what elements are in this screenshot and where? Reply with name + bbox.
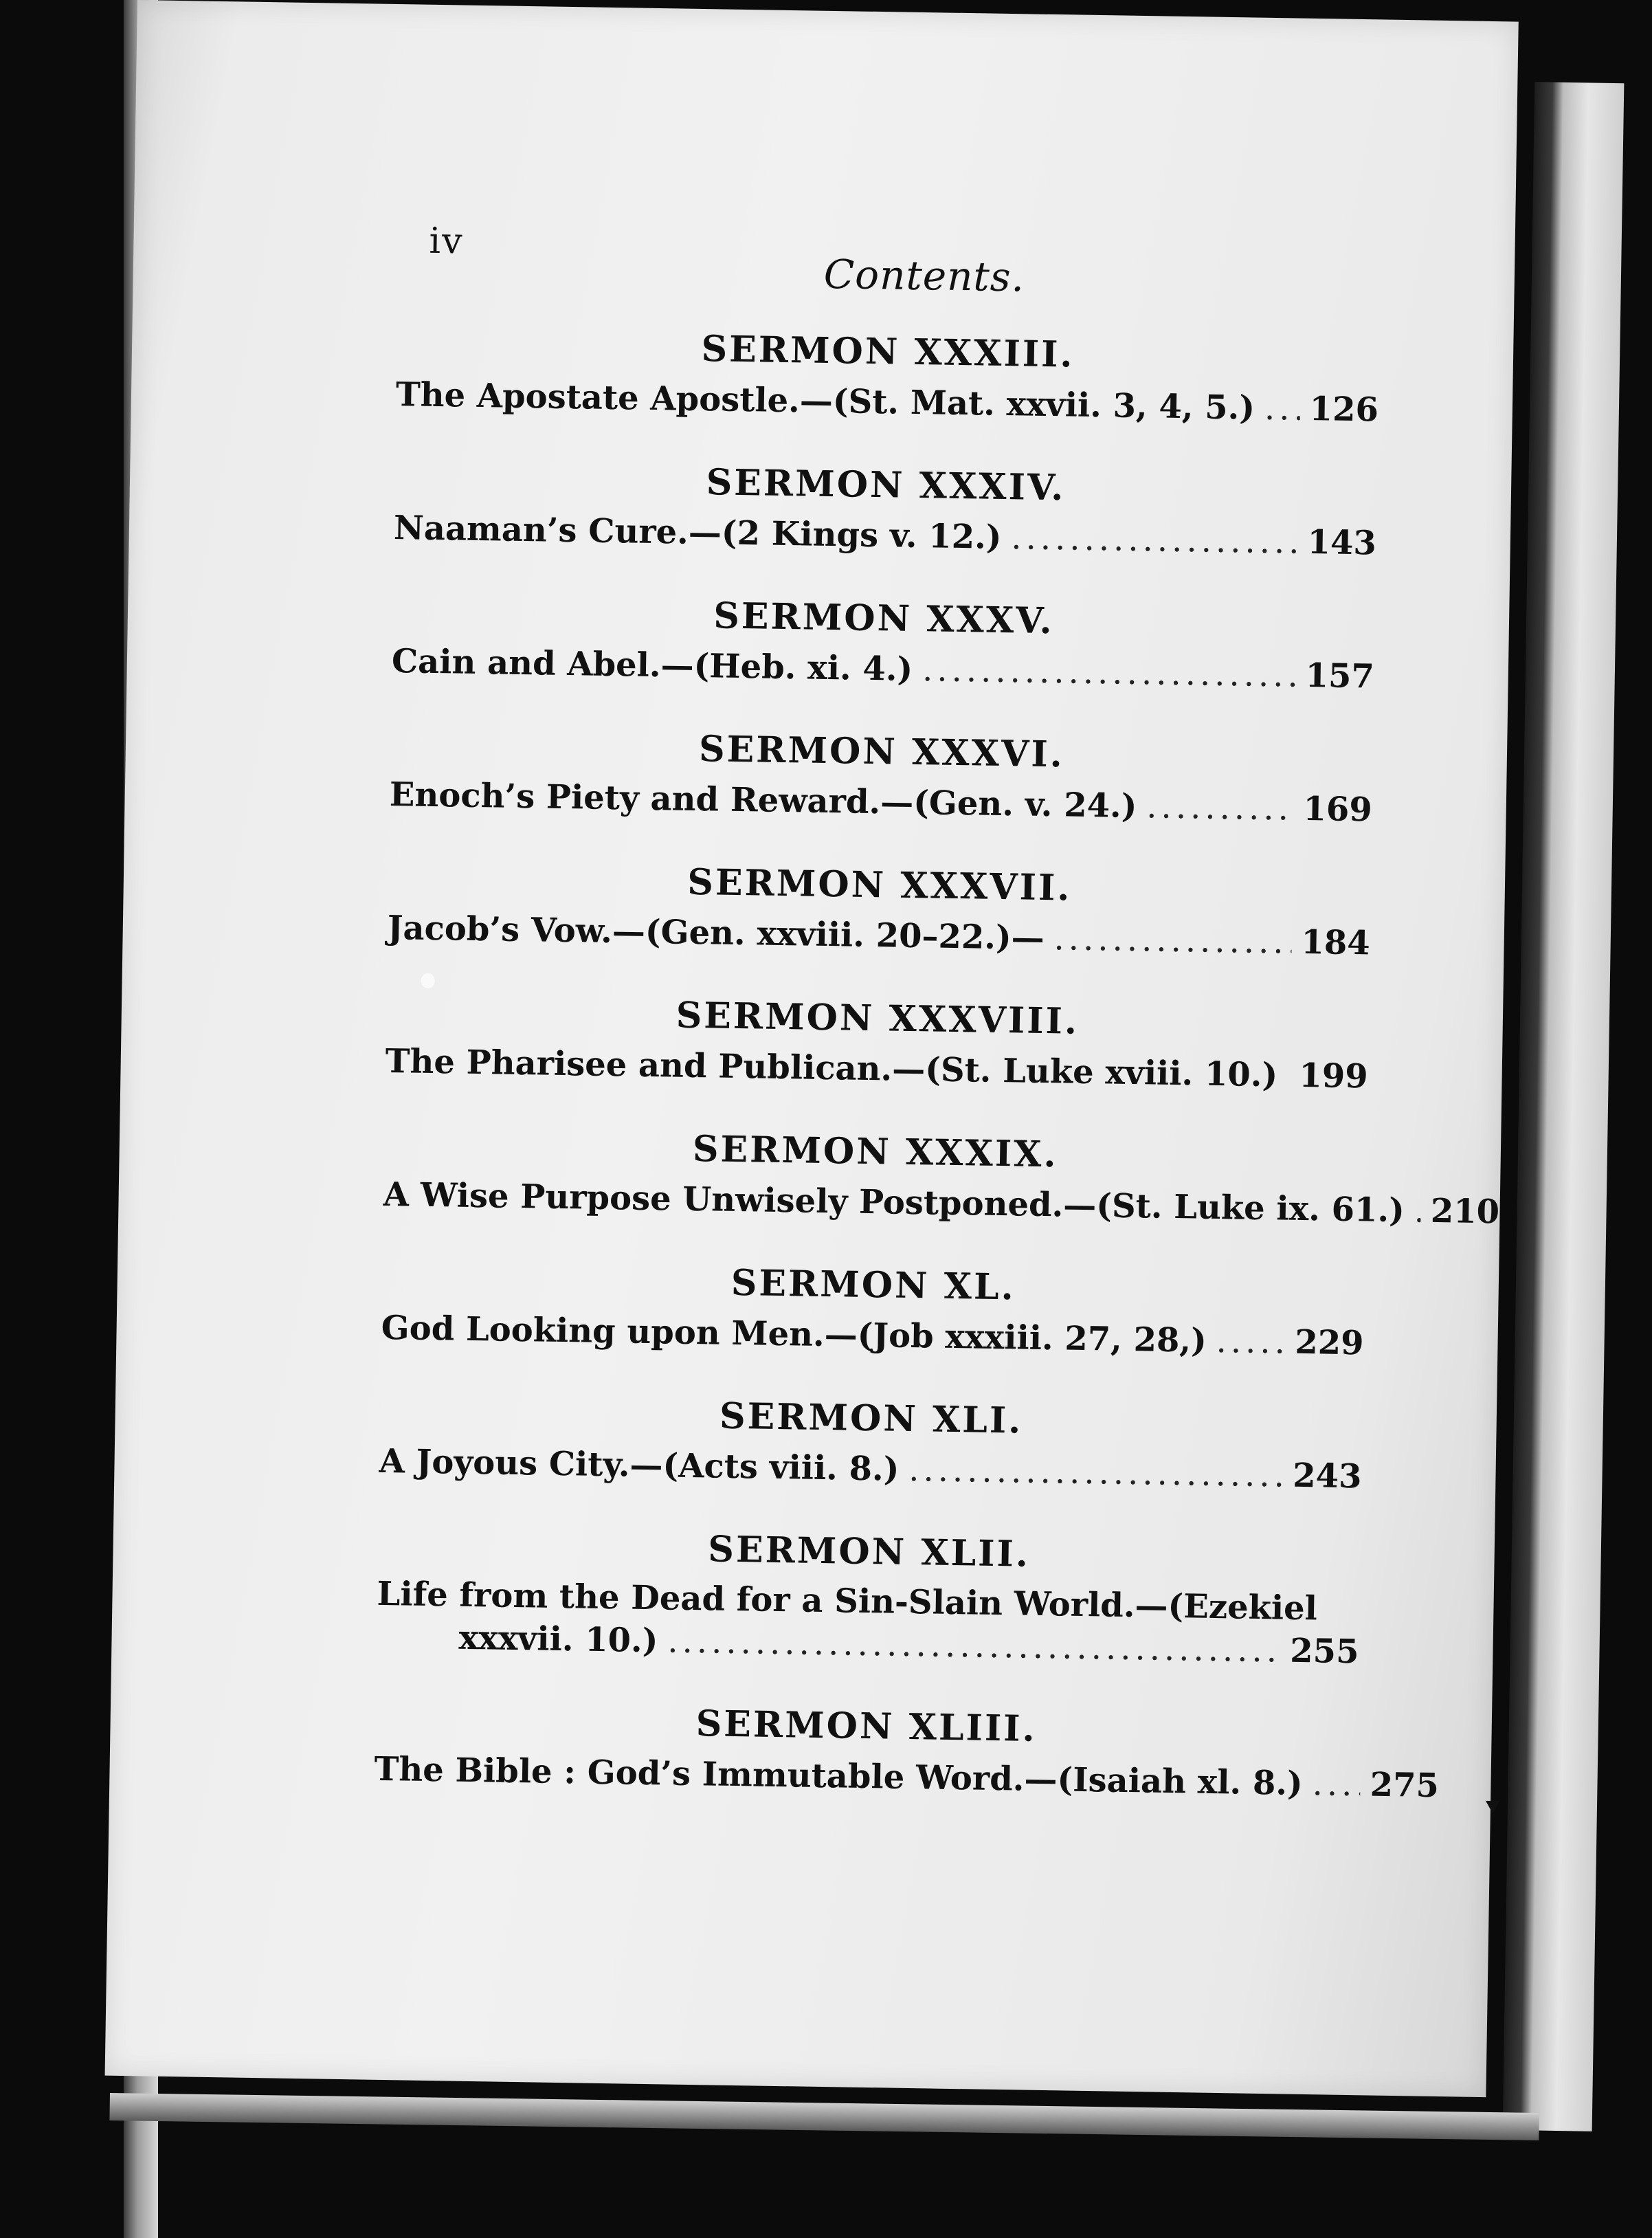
sermon-heading: SERMON XXXIX. — [692, 1127, 1059, 1176]
dot-leader — [1053, 916, 1292, 964]
page-folio: iv — [429, 220, 465, 263]
table-of-contents — [373, 316, 1500, 1839]
toc-entry — [391, 583, 1376, 731]
sermon-title: God Looking upon Men.—(Job xxxiii. 27, 28,) — [381, 1308, 1207, 1360]
page-number: 229 — [1294, 1322, 1364, 1363]
dot-leader — [1011, 516, 1298, 564]
dot-leader — [1312, 1762, 1361, 1806]
sermon-title-line — [385, 1039, 1369, 1131]
sermon-title: The Pharisee and Publican.—(St. Luke xviii. 10.) — [385, 1041, 1278, 1095]
sermon-title: The Bible : God’s Immutable Word.—(Isaiah xl. 8.) — [374, 1749, 1304, 1804]
sermon-title-line — [378, 1439, 1362, 1531]
sermon-heading: SERMON XLIII. — [695, 1703, 1038, 1750]
page-number: 210 — [1430, 1191, 1500, 1232]
sermon-title-line — [393, 506, 1377, 598]
dot-leader — [1264, 386, 1301, 431]
sermon-title: Jacob’s Vow.—(Gen. xxviii. 20–22.)— — [387, 908, 1045, 957]
sermon-heading: SERMON XLI. — [719, 1395, 1023, 1442]
scan-mark — [1486, 1801, 1499, 1813]
page-number: 243 — [1292, 1456, 1362, 1496]
dot-leader — [922, 647, 1296, 698]
sermon-title-line — [387, 906, 1371, 998]
sermon-heading: SERMON XXXVI. — [698, 728, 1065, 776]
dot-leader — [1414, 1188, 1421, 1232]
dot-leader — [1216, 1319, 1286, 1364]
page-number: 255 — [1289, 1631, 1359, 1672]
page-number: 275 — [1370, 1765, 1440, 1806]
toc-entry — [382, 1116, 1500, 1265]
dot-leader — [908, 1448, 1284, 1498]
toc-entry — [378, 1383, 1363, 1531]
page-number: 184 — [1301, 922, 1371, 963]
sermon-heading: SERMON XXXVIII. — [676, 994, 1080, 1043]
sermon-title-line — [376, 1573, 1360, 1673]
page-number: 157 — [1305, 656, 1375, 696]
sermon-title: A Joyous City.—(Acts viii. 8.) — [379, 1441, 900, 1489]
sermon-title-line — [389, 773, 1373, 865]
toc-entry — [373, 1691, 1440, 1839]
sermon-title-line — [391, 639, 1375, 731]
toc-entry — [380, 1250, 1365, 1398]
toc-entry — [387, 850, 1372, 998]
dot-leader — [1146, 784, 1294, 830]
toc-entry — [393, 450, 1378, 598]
sermon-title: Cain and Abel.—(Heb. xi. 4.) — [391, 642, 913, 689]
toc-entry — [395, 316, 1380, 465]
toc-entry — [385, 983, 1370, 1131]
running-head: Contents. — [823, 250, 1025, 301]
page-number: 143 — [1307, 522, 1377, 563]
sermon-heading: SERMON XL. — [730, 1261, 1016, 1309]
sermon-heading: SERMON XXXIII. — [701, 328, 1075, 376]
sermon-title: Enoch’s Piety and Reward.—(Gen. v. 24.) — [389, 775, 1137, 826]
sermon-title-line — [380, 1306, 1364, 1398]
sermon-title: Naaman’s Cure.—(2 Kings v. 12.) — [393, 509, 1002, 557]
dot-leader — [1287, 1054, 1290, 1098]
sermon-heading: SERMON XXXIV. — [706, 461, 1066, 509]
page-number: 169 — [1303, 789, 1373, 830]
page-number: 199 — [1298, 1056, 1369, 1096]
sermon-title-line — [382, 1173, 1500, 1265]
sermon-title: The Apostate Apostle.—(St. Mat. xxvii. 3, 4, 5.) — [395, 375, 1255, 428]
sermon-title: A Wise Purpose Unwisely Postponed.—(St. Luke ix. 61.) — [383, 1175, 1405, 1230]
sermon-title-line — [395, 373, 1379, 465]
dot-leader — [667, 1620, 1281, 1672]
toc-entry — [389, 716, 1374, 865]
sermon-heading: SERMON XXXVII. — [687, 861, 1072, 909]
sermon-heading: SERMON XXXV. — [713, 595, 1055, 643]
page-number: 126 — [1309, 389, 1379, 430]
toc-entry — [376, 1516, 1361, 1673]
sermon-title: Life from the Dead for a Sin-Slain World.—(Ezekiel — [377, 1574, 1318, 1628]
sermon-title-line — [373, 1747, 1440, 1839]
sermon-title-cont: xxxvii. 10.) — [458, 1618, 658, 1661]
sermon-heading: SERMON XLII. — [707, 1528, 1031, 1575]
